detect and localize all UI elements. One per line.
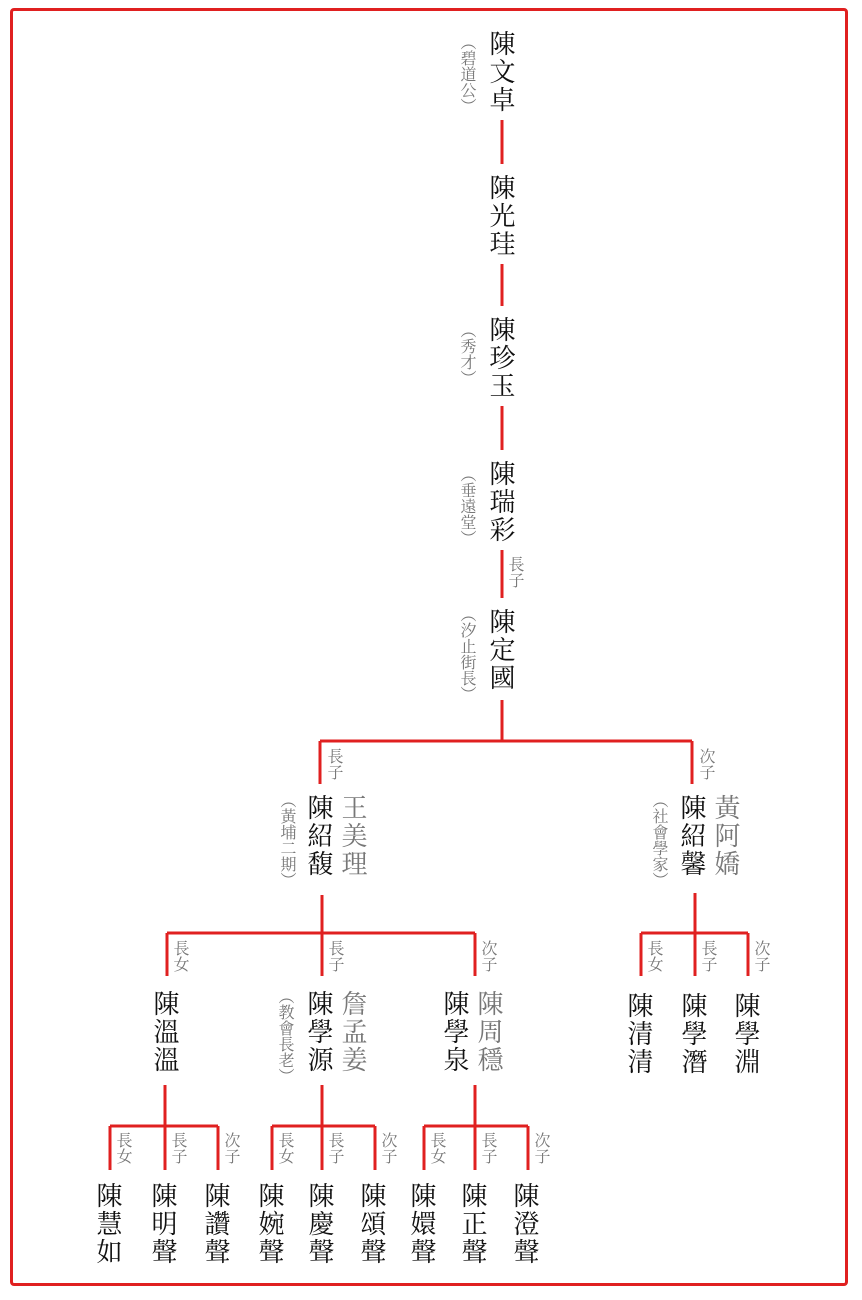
person-name: 陳嬛聲 [406, 1182, 436, 1266]
rank-label: 長子 [326, 940, 345, 972]
person-name: 陳學泉 [439, 990, 469, 1074]
person-name: 陳定國 [485, 608, 515, 692]
rank-label: 長女 [114, 1132, 133, 1164]
person-name: 陳頌聲 [356, 1182, 386, 1266]
spouse-name: 陳周穩 [473, 990, 503, 1074]
person-note: （碧道公） [458, 34, 477, 114]
rank-label: 次子 [532, 1132, 551, 1164]
rank-label: 長子 [699, 940, 718, 972]
rank-label: 次子 [479, 940, 498, 972]
person-name: 陳珍玉 [485, 316, 515, 400]
person-note: （黃埔二期） [278, 792, 297, 888]
person-note: （秀才） [458, 322, 477, 386]
person-note: （垂遠堂） [458, 466, 477, 546]
spouse-name: 詹孟姜 [337, 990, 367, 1074]
person-name: 陳明聲 [147, 1182, 177, 1266]
person-name: 陳澄聲 [509, 1182, 539, 1266]
person-name: 陳瑞彩 [485, 460, 515, 544]
rank-label: 次子 [222, 1132, 241, 1164]
person-name: 陳婉聲 [254, 1182, 284, 1266]
rank-label: 長子 [326, 1132, 345, 1164]
rank-label: 長子 [506, 556, 525, 588]
rank-label: 次子 [697, 748, 716, 780]
person-name: 陳溫溫 [149, 990, 179, 1074]
person-name: 陳學潛 [677, 992, 707, 1076]
person-name: 陳正聲 [457, 1182, 487, 1266]
person-note: （社會學家） [650, 792, 669, 888]
rank-label: 長子 [169, 1132, 188, 1164]
person-name: 陳文卓 [485, 30, 515, 114]
rank-label: 長女 [645, 940, 664, 972]
rank-label: 長女 [171, 940, 190, 972]
person-name: 陳學淵 [730, 992, 760, 1076]
rank-label: 長女 [276, 1132, 295, 1164]
person-name: 陳學源 [303, 990, 333, 1074]
person-name: 陳慧如 [92, 1182, 122, 1266]
person-name: 陳紹馨 [676, 794, 706, 878]
rank-label: 次子 [379, 1132, 398, 1164]
rank-label: 長子 [325, 748, 344, 780]
spouse-name: 王美理 [337, 794, 367, 878]
person-name: 陳清清 [623, 992, 653, 1076]
person-note: （教會長老） [276, 988, 295, 1084]
rank-label: 長子 [479, 1132, 498, 1164]
rank-label: 長女 [428, 1132, 447, 1164]
person-name: 陳光珪 [485, 174, 515, 258]
person-note: （汐止街長） [458, 606, 477, 702]
person-name: 陳紹馥 [303, 794, 333, 878]
rank-label: 次子 [752, 940, 771, 972]
person-name: 陳讚聲 [200, 1182, 230, 1266]
spouse-name: 黃阿嬌 [710, 794, 740, 878]
person-name: 陳慶聲 [304, 1182, 334, 1266]
